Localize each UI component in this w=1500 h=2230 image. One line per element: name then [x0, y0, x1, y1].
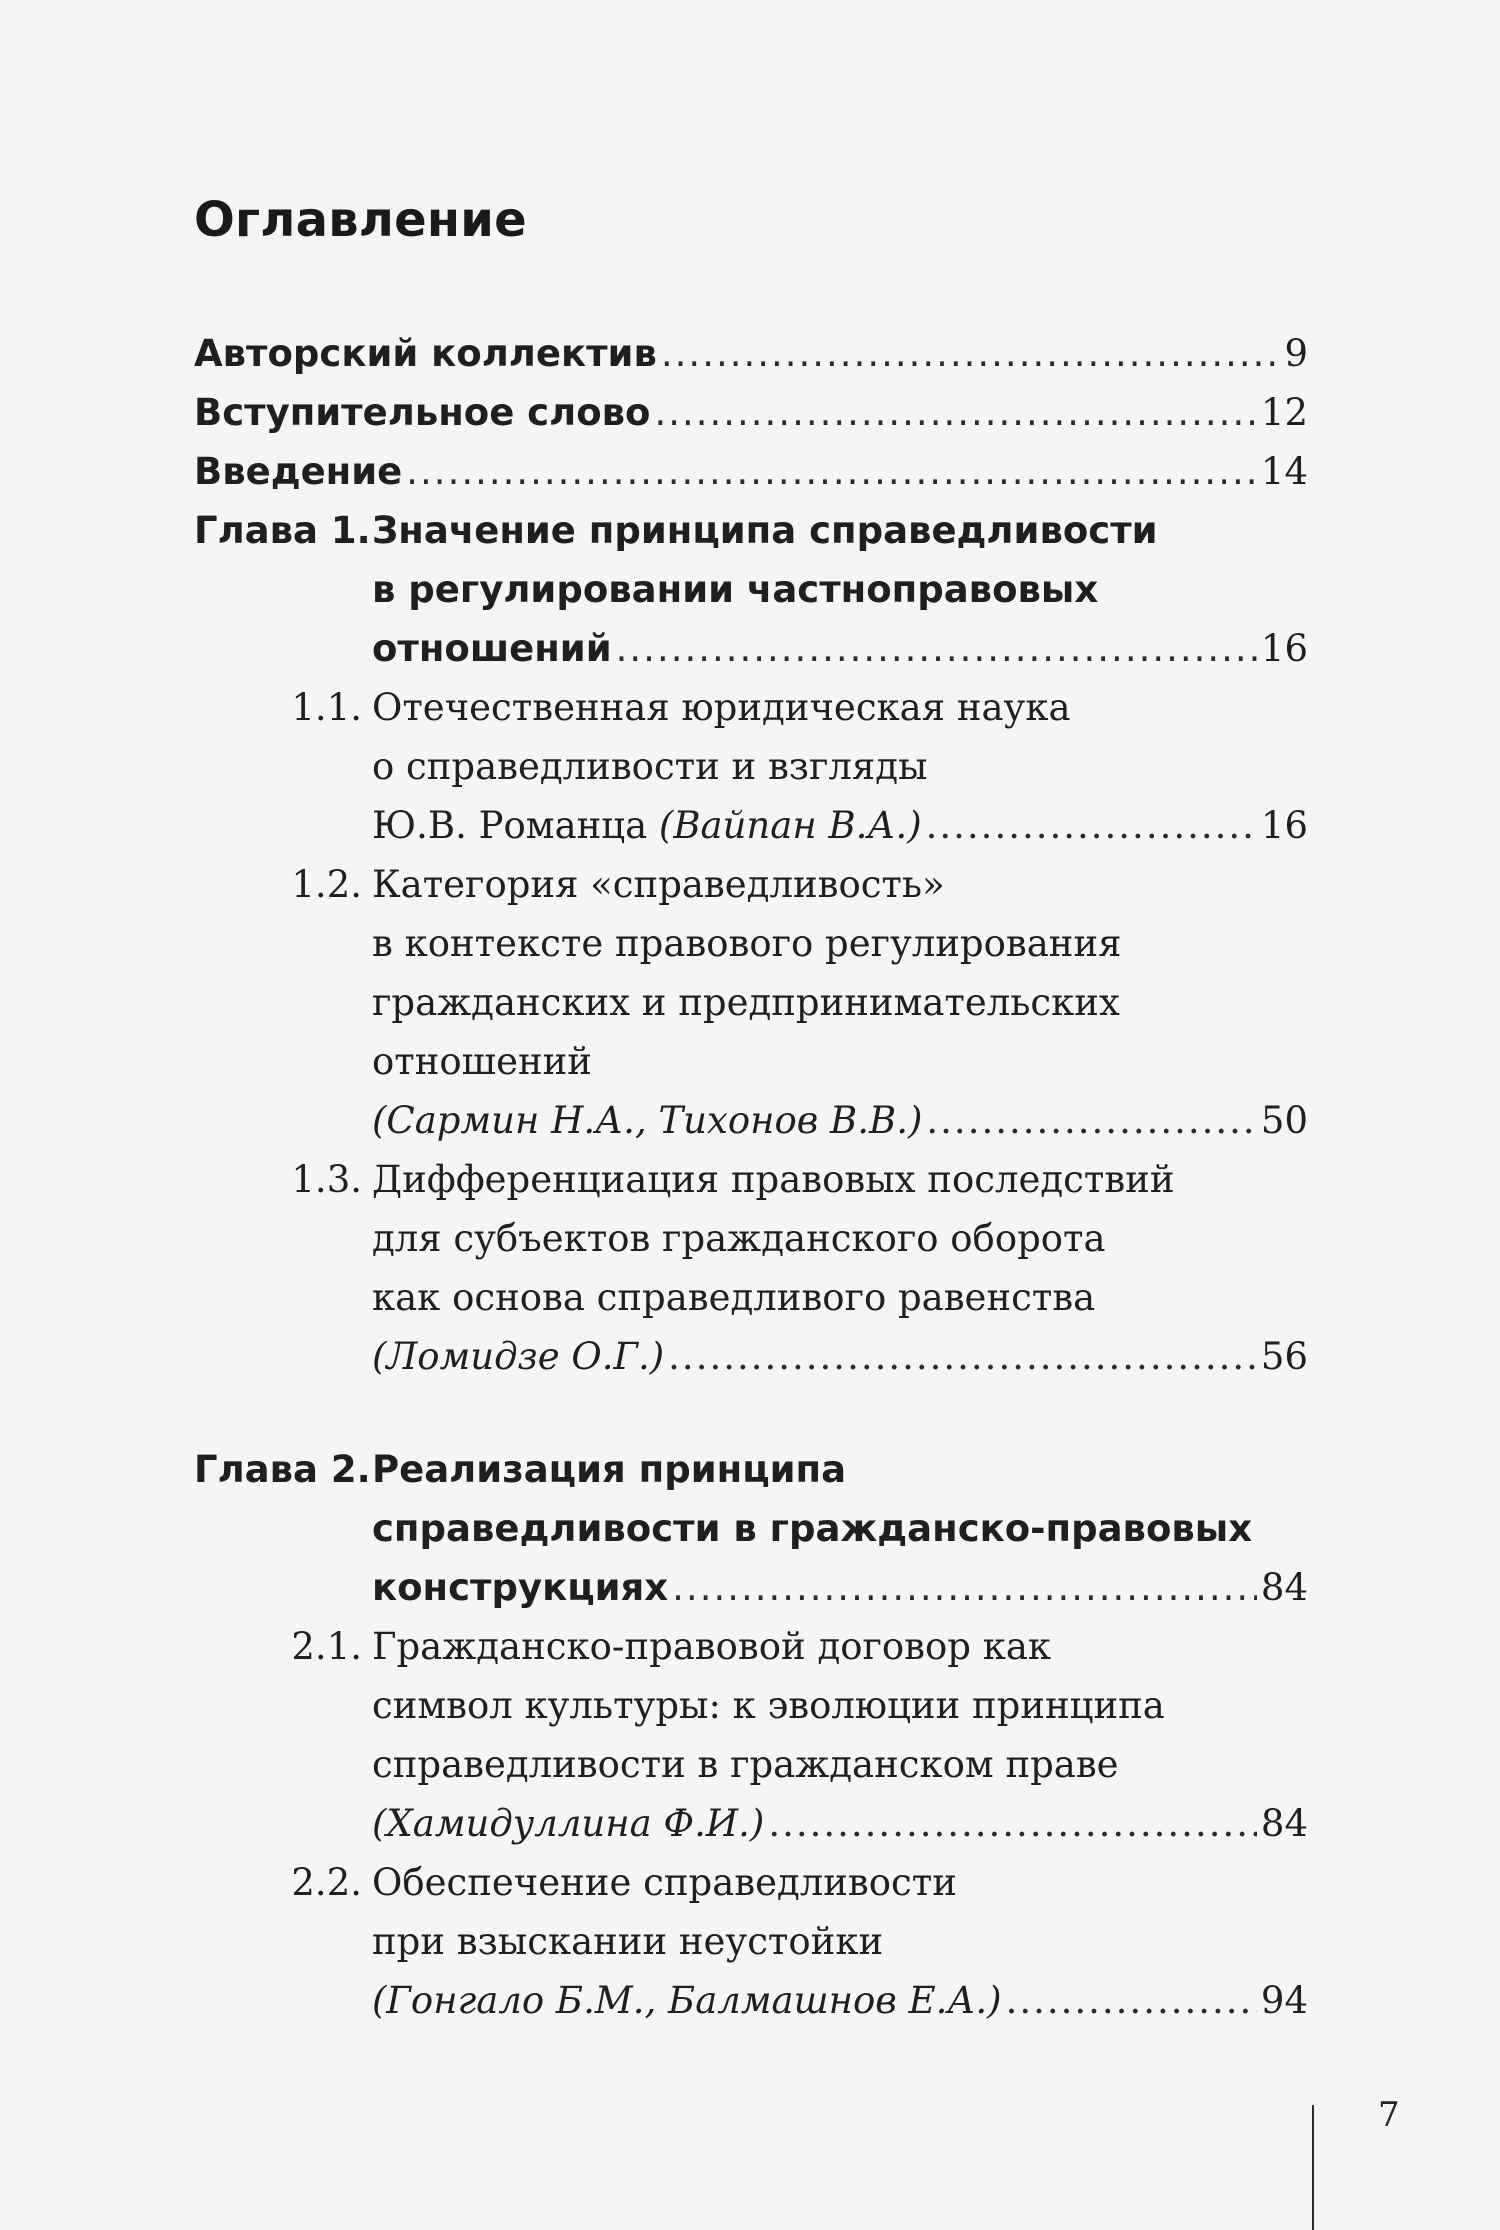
chapter-title-line: Реализация принципа [372, 1448, 847, 1491]
chapter-spacer [194, 1386, 1308, 1440]
section-title-line: для субъектов гражданского оборота [372, 1217, 1106, 1260]
dot-leader [406, 442, 1257, 501]
chapter-title-line: конструкциях [372, 1566, 669, 1609]
dot-leader [661, 324, 1281, 383]
section-title-line: Дифференциация правовых последствий [372, 1158, 1175, 1201]
toc-page-number: 9 [1284, 332, 1308, 375]
section-title-line: Гражданско-правовой договор как [372, 1625, 1052, 1668]
section-title-line: в контексте правового регулирования [372, 922, 1122, 965]
page-number: 7 [1378, 2095, 1400, 2135]
toc-entry-authors-collective [194, 324, 1308, 383]
toc-page-number: 12 [1260, 391, 1308, 434]
toc-page-number: 84 [1260, 1802, 1308, 1845]
toc-page-number: 50 [1260, 1099, 1308, 1142]
section-title-line: Отечественная юридическая наука [372, 686, 1071, 729]
section-authors: (Ломидзе О.Г.) [372, 1335, 665, 1378]
section-title-line: справедливости в гражданском праве [372, 1743, 1119, 1786]
section-title-line: о справедливости и взгляды [372, 745, 928, 788]
dot-leader [616, 619, 1257, 678]
section-title-line: символ культуры: к эволюции принципа [372, 1684, 1165, 1727]
toc-page-number: 84 [1260, 1566, 1308, 1609]
toc-entry-title: Вступительное слово [194, 391, 651, 434]
dot-leader [926, 1091, 1257, 1150]
section-authors: (Сармин Н.А., Тихонов В.В.) [372, 1099, 923, 1142]
dot-leader [654, 383, 1256, 442]
section-title-line: Категория «справедливость» [372, 863, 945, 906]
toc-entry-section-1-1 [194, 678, 1308, 855]
section-title-line: гражданских и предпринимательских [372, 981, 1120, 1024]
chapter-title-line: Значение принципа справедливости [372, 509, 1158, 552]
chapter-label: Глава 1. [194, 509, 371, 552]
section-title-line: при взыскании неустойки [372, 1920, 884, 1963]
toc-page-number: 94 [1260, 1979, 1308, 2022]
section-authors: (Гонгало Б.М., Балмашнов Е.А.) [372, 1979, 1002, 2022]
toc-entry-chapter-1 [194, 501, 1308, 678]
toc-entry-chapter-2 [194, 1440, 1308, 1617]
toc-entry-introduction [194, 442, 1308, 501]
chapter-title-line: в регулировании частноправовых [372, 568, 1099, 611]
section-number: 1.3. [291, 1158, 362, 1201]
chapter-title-line: справедливости в гражданско-правовых [372, 1507, 1253, 1550]
section-title-line: Ю.В. Романца [372, 804, 648, 847]
section-title-line: как основа справедливого равенства [372, 1276, 1096, 1319]
toc-entry-section-2-1 [194, 1617, 1308, 1853]
toc-entry-title: Введение [194, 450, 403, 493]
toc-entry-foreword [194, 383, 1308, 442]
dot-leader [668, 1327, 1257, 1386]
dot-leader [672, 1558, 1257, 1617]
section-title-line: Обеспечение справедливости [372, 1861, 957, 1904]
section-authors: (Хамидуллина Ф.И.) [372, 1802, 765, 1845]
section-number: 2.2. [291, 1861, 362, 1904]
dot-leader [1006, 1971, 1257, 2030]
folio-rule [1312, 2105, 1314, 2230]
toc-entry-section-1-2 [194, 855, 1308, 1150]
toc-page-number: 16 [1260, 627, 1308, 670]
toc-entry-title: Авторский коллектив [194, 332, 657, 375]
toc-entry-section-1-3 [194, 1150, 1308, 1386]
dot-leader [926, 796, 1257, 855]
page-title: Оглавление [194, 192, 527, 248]
section-number: 1.2. [291, 863, 362, 906]
toc-page-number: 16 [1260, 804, 1308, 847]
table-of-contents [194, 324, 1308, 2030]
dot-leader [768, 1794, 1257, 1853]
section-authors: (Вайпан В.А.) [658, 804, 922, 847]
toc-page-number: 14 [1260, 450, 1308, 493]
chapter-label: Глава 2. [194, 1448, 371, 1491]
toc-entry-section-2-2 [194, 1853, 1308, 2030]
chapter-title-line: отношений [372, 627, 612, 670]
section-title-line: отношений [372, 1040, 592, 1083]
toc-page-number: 56 [1260, 1335, 1308, 1378]
section-number: 1.1. [291, 686, 362, 729]
section-number: 2.1. [291, 1625, 362, 1668]
